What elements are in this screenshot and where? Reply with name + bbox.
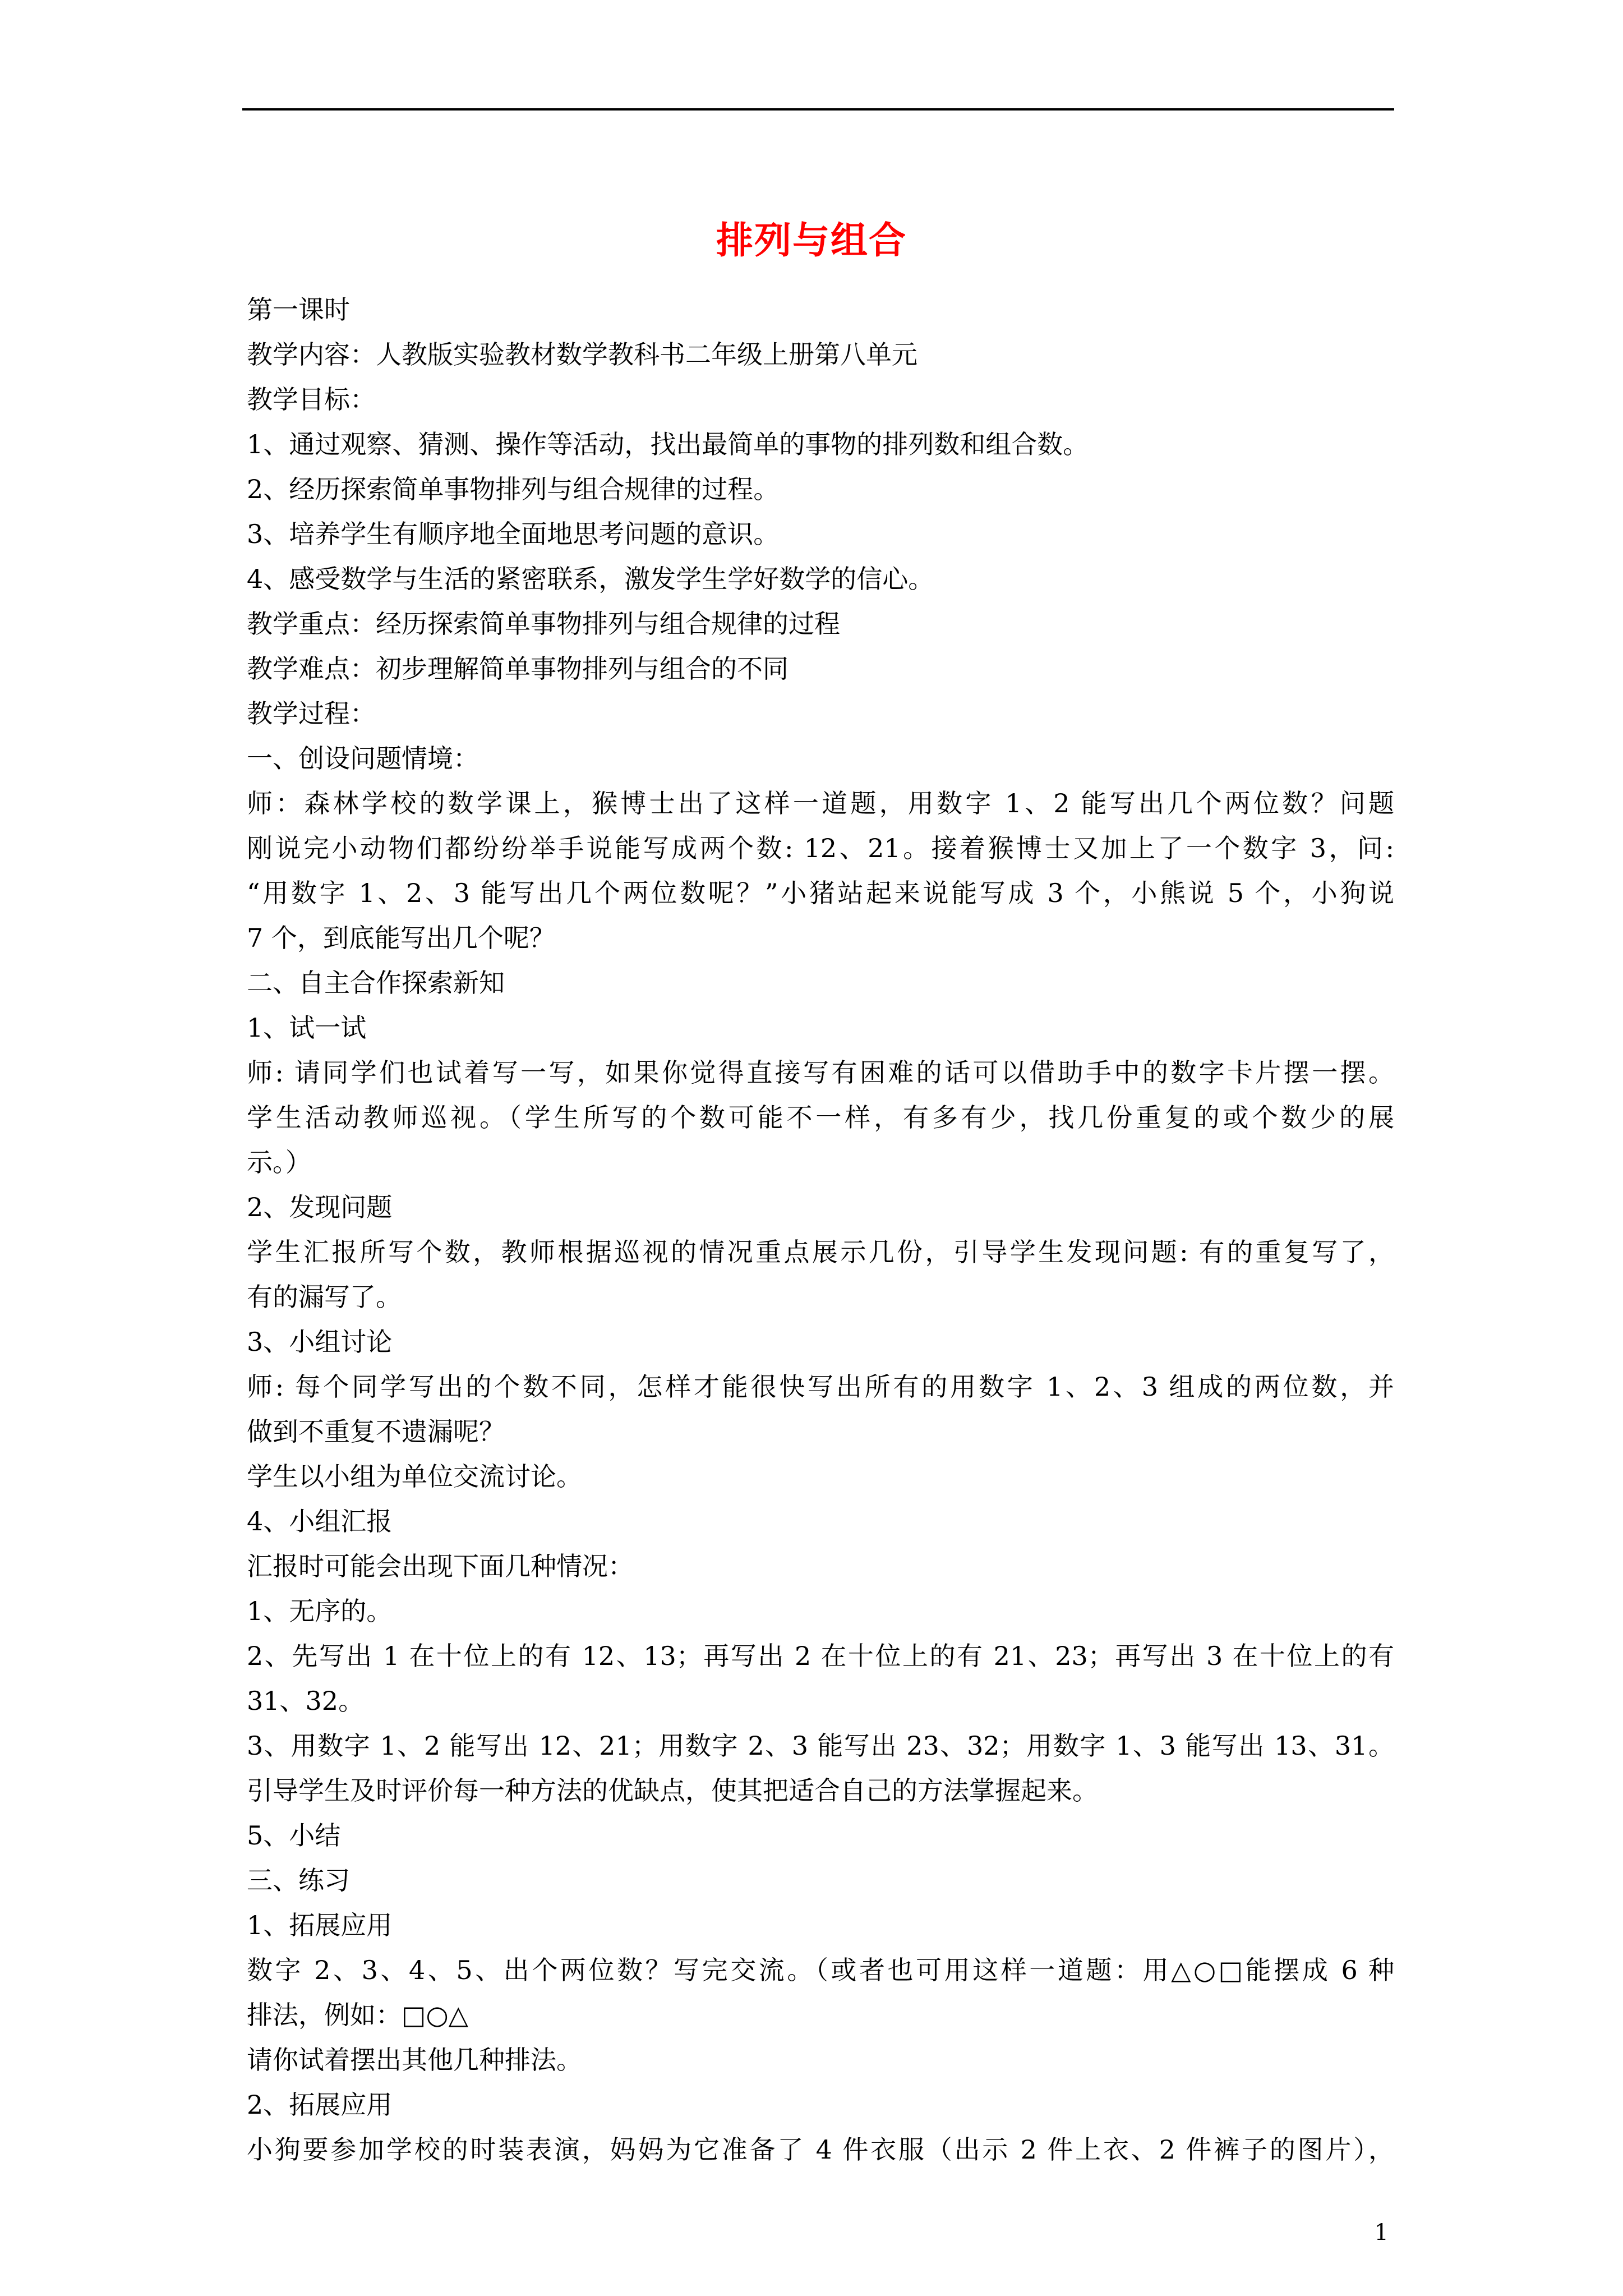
text-line: 1、试一试 — [247, 1013, 367, 1043]
text-line: “用数字 1、2、3 能写出几个两位数呢？”小猪站起来说能写成 3 个，小熊说 5 个，小狗说 — [247, 878, 1394, 908]
text-line: 3、用数字 1、2 能写出 12、21；用数字 2、3 能写出 23、32；用数字 1、3 能写出 13、31。 — [247, 1731, 1394, 1761]
text-line: 二、自主合作探索新知 — [247, 968, 505, 998]
text-line: 1、无序的。 — [247, 1596, 393, 1626]
text-line: 第一课时 — [247, 295, 350, 325]
text-line: 有的漏写了。 — [247, 1282, 402, 1312]
text-line: 示。） — [247, 1147, 311, 1177]
text-line: 教学目标： — [247, 384, 376, 415]
text-line: 3、培养学生有顺序地全面地思考问题的意识。 — [247, 519, 780, 549]
text-line: 教学难点：初步理解简单事物排列与组合的不同 — [247, 654, 789, 684]
text-line: 排法，例如：□○△ — [247, 2000, 468, 2030]
text-line: 1、通过观察、猜测、操作等活动，找出最简单的事物的排列数和组合数。 — [247, 429, 1089, 459]
text-line: 刚说完小动物们都纷纷举手说能写成两个数: 12、21。接着猴博士又加上了一个数字 3，问: — [247, 833, 1394, 863]
text-line: 三、练习 — [247, 1865, 350, 1895]
header-rule — [242, 108, 1394, 111]
text-line: 2、拓展应用 — [247, 2090, 393, 2120]
text-line: 2、先写出 1 在十位上的有 12、13；再写出 2 在十位上的有 21、23；再写出 3 在十位上的有 — [247, 1641, 1394, 1671]
text-line: 4、小组汇报 — [247, 1506, 393, 1536]
text-line: 31、32。 — [247, 1686, 365, 1716]
text-line: 教学过程： — [247, 698, 376, 729]
text-line: 学生活动教师巡视。（学生所写的个数可能不一样，有多有少，找几份重复的或个数少的展 — [247, 1102, 1394, 1133]
text-line: 小狗要参加学校的时装表演，妈妈为它准备了 4 件衣服（出示 2 件上衣、2 件裤子的图片）， — [247, 2134, 1394, 2165]
text-line: 请你试着摆出其他几种排法。 — [247, 2045, 582, 2075]
text-line: 师：森林学校的数学课上，猴博士出了这样一道题，用数字 1、2 能写出几个两位数？问题 — [247, 788, 1394, 818]
text-line: 4、感受数学与生活的紧密联系，激发学生学好数学的信心。 — [247, 564, 934, 594]
text-line: 师: 每个同学写出的个数不同，怎样才能很快写出所有的用数字 1、2、3 组成的两位数，并 — [247, 1372, 1394, 1402]
text-line: 2、经历探索简单事物排列与组合规律的过程。 — [247, 474, 780, 504]
document-title: 排列与组合 — [716, 218, 907, 262]
text-line: 3、小组讨论 — [247, 1327, 393, 1357]
text-line: 教学内容：人教版实验教材数学教科书二年级上册第八单元 — [247, 339, 917, 370]
text-line: 学生以小组为单位交流讨论。 — [247, 1461, 582, 1492]
text-line: 数字 2、3、4、5、出个两位数？写完交流。（或者也可用这样一道题：用△○□能摆成 6 种 — [247, 1955, 1394, 1985]
document-body — [247, 287, 1394, 2172]
text-line: 2、发现问题 — [247, 1192, 393, 1222]
text-line: 7 个，到底能写出几个呢？ — [247, 923, 555, 953]
text-line: 1、拓展应用 — [247, 1910, 393, 1940]
text-line: 学生汇报所写个数，教师根据巡视的情况重点展示几份，引导学生发现问题: 有的重复写了， — [247, 1237, 1394, 1267]
text-line: 汇报时可能会出现下面几种情况： — [247, 1551, 634, 1581]
text-line: 5、小结 — [247, 1820, 341, 1851]
text-line: 引导学生及时评价每一种方法的优缺点，使其把适合自己的方法掌握起来。 — [247, 1775, 1098, 1806]
text-line: 师: 请同学们也试着写一写，如果你觉得直接写有困难的话可以借助手中的数字卡片摆一摆。 — [247, 1057, 1394, 1088]
text-line: 做到不重复不遗漏呢？ — [247, 1416, 505, 1447]
text-line: 一、创设问题情境： — [247, 743, 479, 774]
text-line: 教学重点：经历探索简单事物排列与组合规律的过程 — [247, 609, 840, 639]
page-number: 1 — [1374, 2220, 1389, 2246]
